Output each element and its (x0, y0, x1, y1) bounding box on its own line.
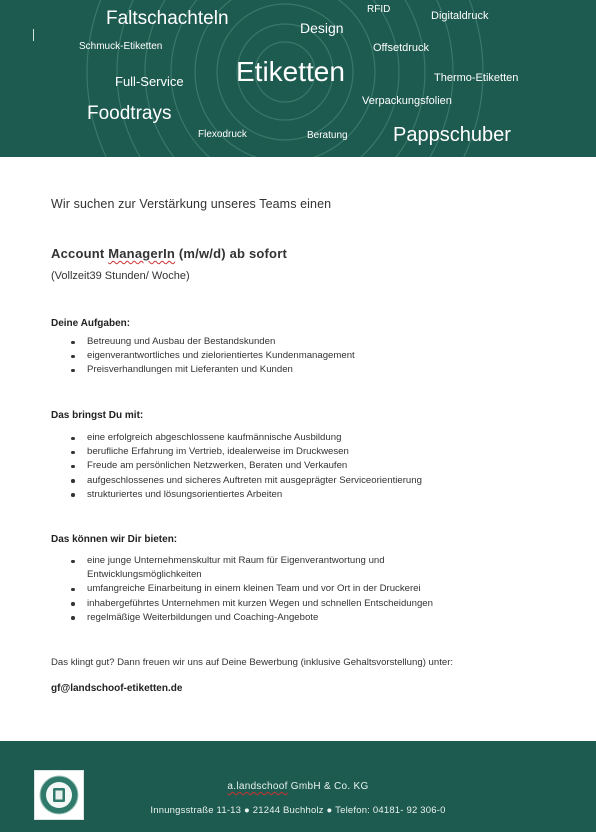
tag-beratung: Beratung (307, 130, 348, 141)
list-item: eine junge Unternehmenskultur mit Raum für Eigenverantwortung und Entwicklungsmöglichkeiten (51, 554, 481, 582)
tag-thermo-etiketten: Thermo-Etiketten (434, 72, 519, 84)
text-cursor (33, 29, 34, 41)
company-address: Innungsstraße 11-13 ● 21244 Buchholz ● Telefon: 04181- 92 306-0 (150, 805, 446, 816)
company-name (0, 781, 596, 792)
tag-digitaldruck: Digitaldruck (431, 10, 489, 22)
tag-pappschuber: Pappschuber (393, 124, 511, 146)
header-banner (0, 0, 596, 157)
list-item: Betreuung und Ausbau der Bestandskunden (51, 335, 501, 349)
list-item: inhabergeführtes Unternehmen mit kurzen Wegen und schnellen Entscheidungen (51, 597, 481, 611)
list-item: Freude am persönlichen Netzwerken, Beraten und Verkaufen (51, 459, 501, 473)
list-item: eine erfolgreich abgeschlossene kaufmännische Ausbildung (51, 431, 501, 445)
list-item: umfangreiche Einarbeitung in einem kleinen Team und vor Ort in der Druckerei (51, 582, 481, 596)
footer-banner (0, 741, 596, 832)
list-item: berufliche Erfahrung im Vertrieb, idealerweise im Druckwesen (51, 445, 501, 459)
list-item: Preisverhandlungen mit Lieferanten und Kunden (51, 363, 501, 377)
job-title-spellcheck-word: ManagerIn (108, 246, 176, 261)
tag-verpackungsfolien: Verpackungsfolien (362, 95, 452, 107)
list-item: eigenverantwortliches und zielorientiertes Kundenmanagement (51, 349, 501, 363)
list-item: aufgeschlossenes und sicheres Auftreten mit ausgeprägter Serviceorientierung (51, 474, 501, 488)
tag-flexodruck: Flexodruck (198, 129, 247, 140)
tag-rfid: RFID (367, 4, 391, 15)
section-title-aufgaben: Deine Aufgaben: (51, 318, 131, 329)
list-bieten (51, 554, 481, 625)
list-aufgaben (51, 335, 501, 378)
section-title-bringst: Das bringst Du mit: (51, 410, 144, 421)
closing-text: Das klingt gut? Dann freuen wir uns auf Deine Bewerbung (inklusive Gehaltsvorstellung) unter: (51, 657, 454, 668)
job-title-part2: (m/w/d) ab sofort (175, 246, 287, 261)
job-title (51, 246, 287, 261)
tag-schmuck-etiketten: Schmuck-Etiketten (79, 41, 163, 52)
section-title-bieten: Das können wir Dir bieten: (51, 534, 178, 545)
company-name-spellcheck-word: a.landschoof (227, 781, 288, 792)
tag-design: Design (300, 20, 344, 36)
job-hours: (Vollzeit39 Stunden/ Woche) (51, 270, 190, 282)
tag-foodtrays: Foodtrays (87, 103, 172, 124)
job-title-part1: Account (51, 246, 109, 261)
company-name-rest: GmbH & Co. KG (287, 781, 369, 792)
tag-full-service: Full-Service (115, 74, 184, 89)
list-bringst (51, 431, 501, 502)
list-item: strukturiertes und lösungsorientiertes Arbeiten (51, 488, 501, 502)
intro-text: Wir suchen zur Verstärkung unseres Teams einen (51, 197, 332, 211)
tag-faltschachteln: Faltschachteln (106, 8, 229, 29)
contact-email[interactable]: gf@landschoof-etiketten.de (51, 683, 183, 694)
list-item: regelmäßige Weiterbildungen und Coaching-Angebote (51, 611, 481, 625)
tag-etiketten: Etiketten (236, 56, 345, 87)
tag-offsetdruck: Offsetdruck (373, 42, 430, 54)
